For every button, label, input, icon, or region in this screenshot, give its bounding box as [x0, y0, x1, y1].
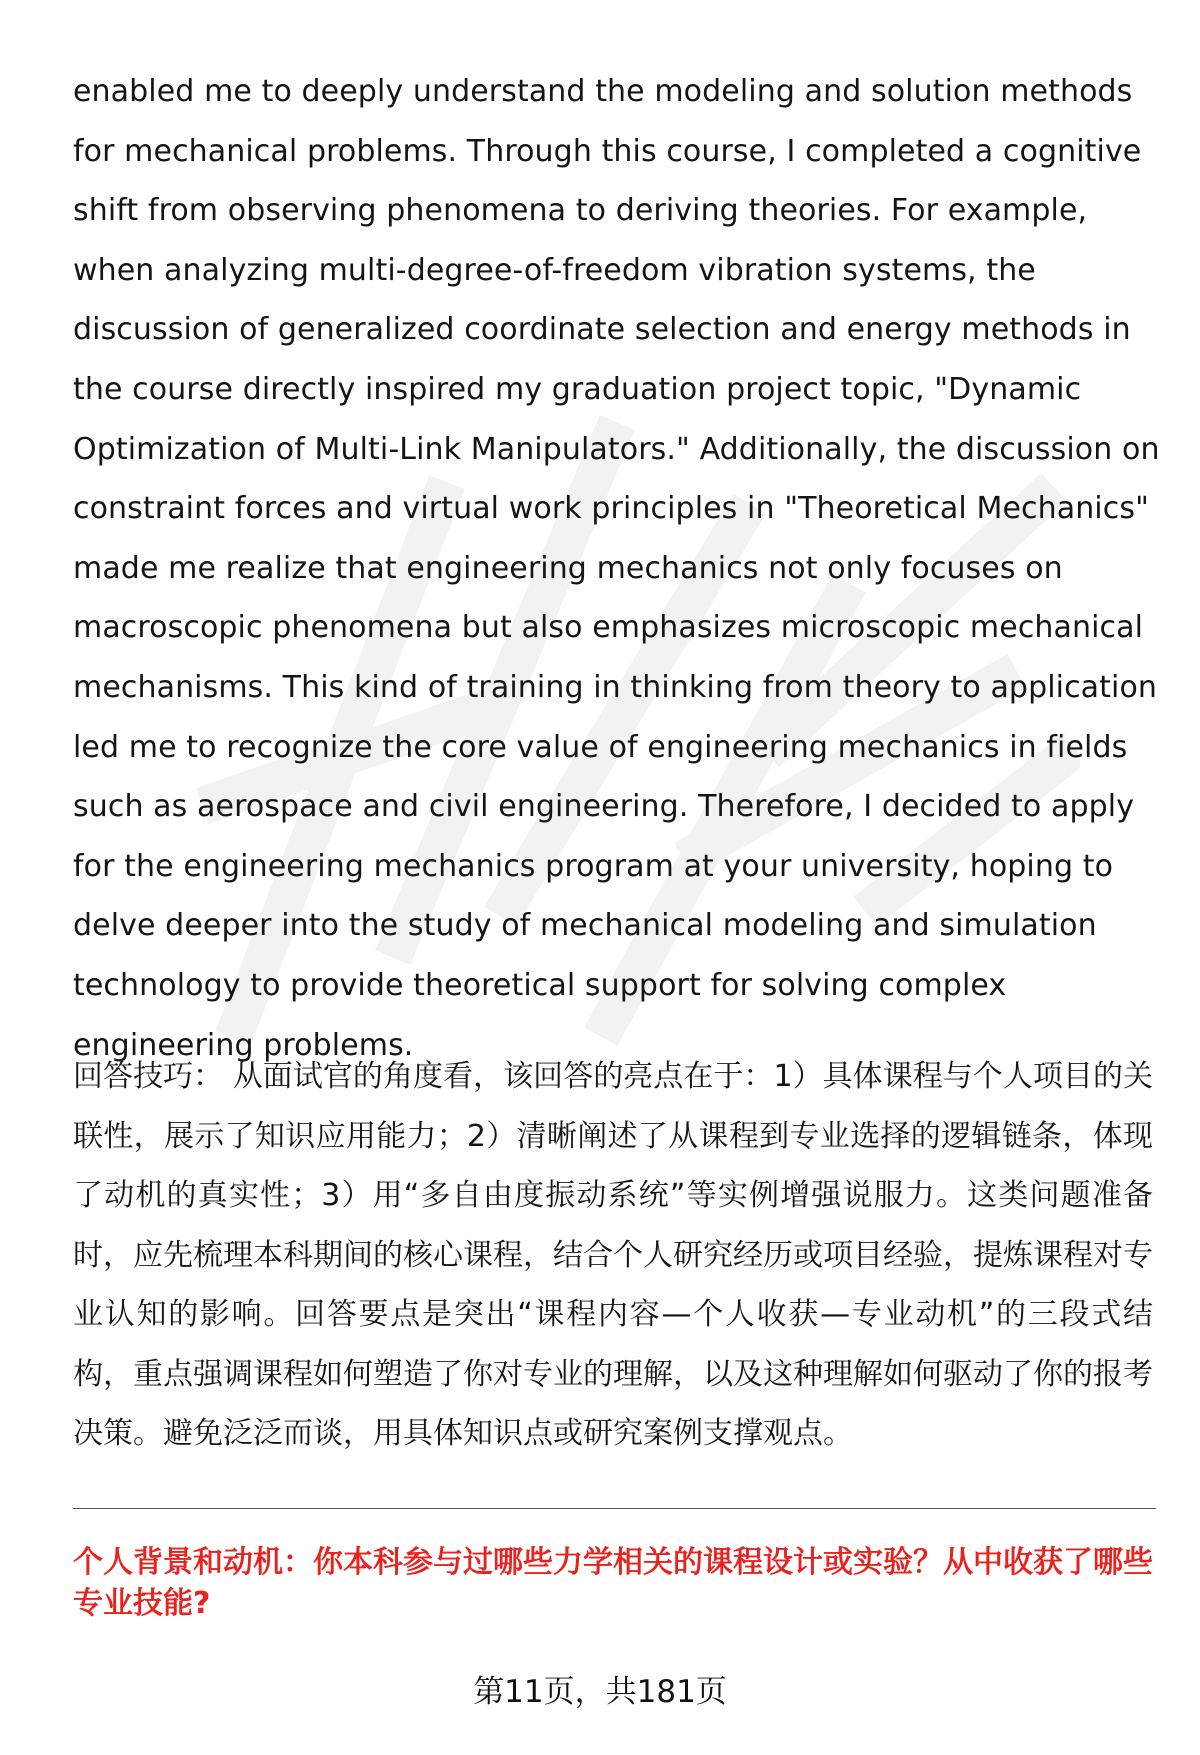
- answer-tips-paragraph: 回答技巧： 从面试官的角度看，该回答的亮点在于：1）具体课程与个人项目的关联性，展示了知识应用能力；2）清晰阐述了从课程到专业选择的逻辑链条，体现了动机的真实性；3）用“多自由度振动系统”等实例增强说服力。这类问题准备时，应先梳理本科期间的核心课程，结合个人研究经历或项目经验，提炼课程对专业认知的影响。回答要点是突出“课程内容—个人收获—专业动机”的三段式结构，重点强调课程如何塑造了你对专业的理解，以及这种理解如何驱动了你的报考决策。避免泛泛而谈，用具体知识点或研究案例支撑观点。: [73, 1059, 1153, 1451]
- next-question-heading: 个人背景和动机：你本科参与过哪些力学相关的课程设计或实验？从中收获了哪些专业技能?: [73, 1545, 1153, 1621]
- body-paragraph: enabled me to deeply understand the modeling and solution methods for mechanical problems. Through this course, I completed a cognitive shift from observing phenomena to deriving theories. For example, when analyzing multi-degree-of-freedom vibration systems, the discussion of generalized coordinate selection and energy methods in the course directly inspired my graduation project topic, "Dynamic Optimization of Multi-Link Manipulators." Additionally, the discussion on constraint forces and virtual work principles in "Theoretical Mechanics" made me realize that engineering mechanics not only focuses on macroscopic phenomena but also emphasizes microscopic mechanical mechanisms. This kind of training in thinking from theory to application led me to recognize the core value of engineering mechanics in fields such as aerospace and civil engineering. Therefore, I decided to apply for the engineering mechanics program at your university, hoping to delve deeper into the study of mechanical modeling and simulation technology to provide theoretical support for solving complex engineering problems.: [73, 74, 1160, 1063]
- section-divider: [73, 1508, 1156, 1509]
- page-number-footer: 第11页，共181页: [473, 1674, 727, 1710]
